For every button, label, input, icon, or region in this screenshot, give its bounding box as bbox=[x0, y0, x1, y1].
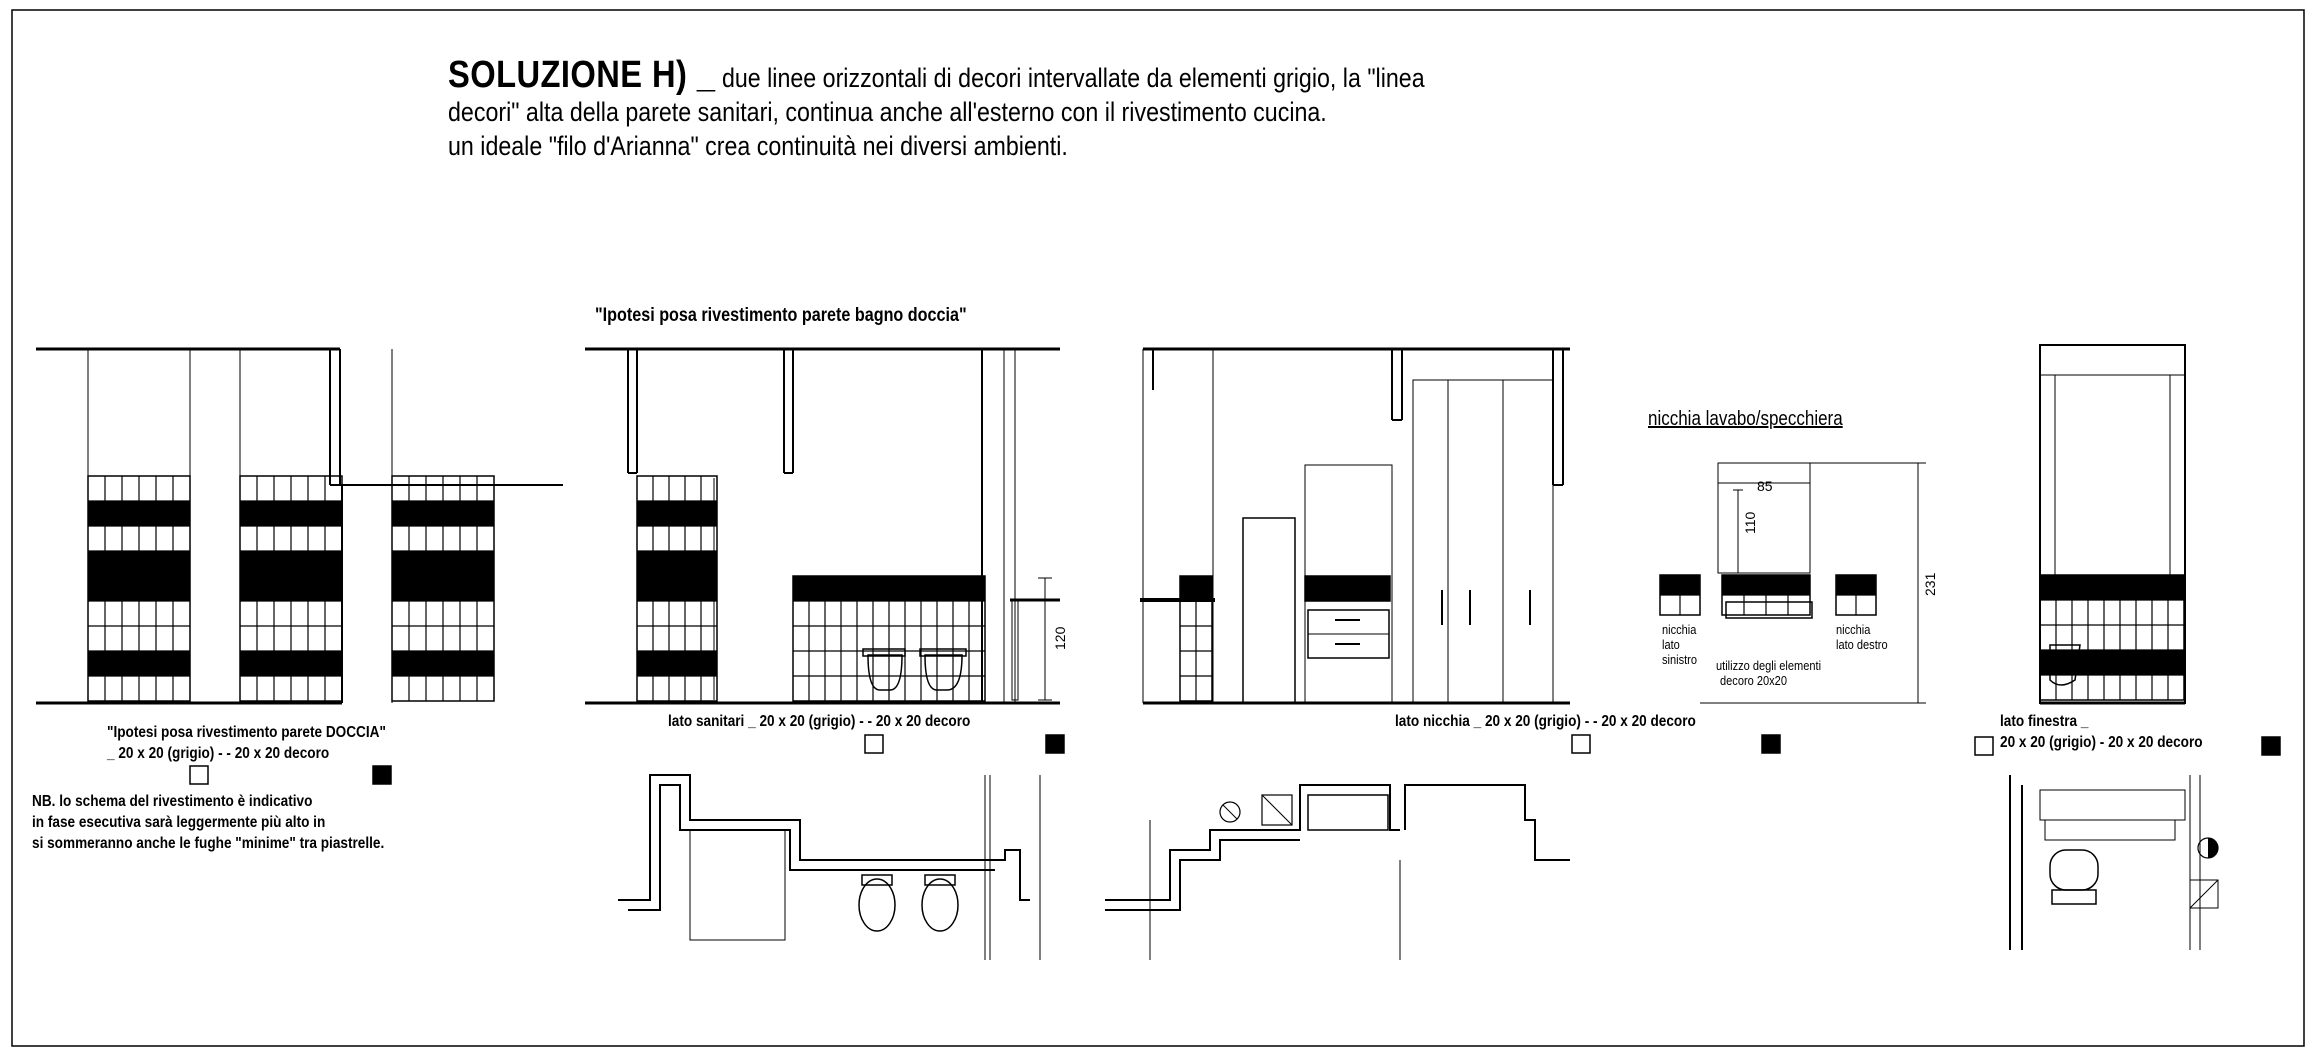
detail-center-niche bbox=[1722, 575, 1810, 615]
note-line-1: NB. lo schema del rivestimento è indicativo bbox=[32, 793, 313, 810]
finestra-elevation bbox=[2040, 345, 2185, 703]
title-block bbox=[448, 54, 1748, 163]
legend-grey-finestra bbox=[1975, 737, 1993, 755]
nicchia-detail-title: nicchia lavabo/specchiera bbox=[1648, 408, 1843, 430]
legend-grey-sanitari bbox=[865, 735, 883, 753]
decor-band bbox=[2040, 575, 2184, 600]
decor-band bbox=[637, 551, 717, 576]
nicchia-elevation bbox=[1140, 349, 1570, 703]
note-line-2: in fase esecutiva sarà leggermente più alto in bbox=[32, 814, 326, 831]
nicchia-dim-mirror: 110 bbox=[1742, 511, 1758, 534]
title-line-1 bbox=[448, 54, 1566, 96]
legend-decor-nicchia bbox=[1762, 735, 1780, 753]
doccia-caption-1: "Ipotesi posa rivestimento parete DOCCIA" bbox=[107, 724, 386, 741]
plan-finestra bbox=[2010, 775, 2218, 950]
title-line-3: un ideale "filo d'Arianna" crea continuità nei diversi ambienti. bbox=[448, 131, 1068, 161]
doccia-panel-3 bbox=[392, 476, 494, 701]
nicchia-right-label-1: nicchia bbox=[1836, 622, 1871, 637]
section-title: "Ipotesi posa rivestimento parete bagno doccia" bbox=[595, 305, 967, 326]
nicchia-usage-label-1: utilizzo degli elementi bbox=[1716, 658, 1822, 673]
legend-grey-nicchia bbox=[1572, 735, 1590, 753]
note-line-3: si sommeranno anche le fughe "minime" tra piastrelle. bbox=[32, 835, 385, 852]
sanitari-tile-panels bbox=[637, 476, 985, 701]
nicchia-left-label-3: sinistro bbox=[1662, 652, 1698, 667]
doccia-caption-2: _ 20 x 20 (grigio) - - 20 x 20 decoro bbox=[107, 745, 330, 762]
detail-left-niche bbox=[1660, 575, 1700, 615]
legend-decor-finestra bbox=[2262, 737, 2280, 755]
legend-swatches bbox=[190, 735, 2280, 784]
legend-decor-doccia bbox=[373, 766, 391, 784]
nicchia-vanity-band bbox=[1305, 576, 1390, 601]
nicchia-caption: lato nicchia _ 20 x 20 (grigio) - - 20 x 20 decoro bbox=[1395, 713, 1696, 730]
nicchia-left-label-2: lato bbox=[1662, 637, 1680, 652]
nicchia-detail-tiles bbox=[1660, 575, 1876, 615]
legend-grey-doccia bbox=[190, 766, 208, 784]
nicchia-dim-width: 85 bbox=[1757, 478, 1773, 494]
nicchia-right-label-2: lato destro bbox=[1836, 637, 1888, 652]
nicchia-tile-panels bbox=[1180, 576, 1390, 701]
doccia-panel-1 bbox=[88, 476, 190, 701]
plan-nicchia bbox=[1105, 785, 1570, 960]
sanitari-caption: lato sanitari _ 20 x 20 (grigio) - - 20 x 20 decoro bbox=[668, 713, 971, 730]
detail-right-niche bbox=[1836, 575, 1876, 615]
sanitari-wall-panel bbox=[793, 576, 985, 701]
doccia-tile-panels bbox=[88, 476, 494, 701]
title-line-2: decori" alta della parete sanitari, continua anche all'esterno con il rivestimento cucina. bbox=[448, 97, 1327, 127]
nicchia-dim-total: 231 bbox=[1922, 572, 1938, 596]
sheet-border bbox=[12, 10, 2304, 1046]
decor-band bbox=[637, 501, 717, 526]
decor-band bbox=[1305, 576, 1390, 601]
sanitari-dim-height: 120 bbox=[1052, 626, 1068, 650]
finestra-tile-panels bbox=[2040, 575, 2184, 700]
finestra-caption-1: lato finestra _ bbox=[2000, 713, 2089, 730]
title-text-1: due linee orizzontali di decori intervallate da elementi grigio, la "linea bbox=[721, 63, 1425, 93]
doccia-panel-2 bbox=[240, 476, 342, 701]
finestra-panel bbox=[2040, 575, 2184, 700]
decor-band bbox=[637, 651, 717, 676]
finestra-caption-2: 20 x 20 (grigio) - 20 x 20 decoro bbox=[2000, 734, 2203, 751]
plan-sanitari bbox=[618, 775, 1040, 960]
nicchia-left-panel bbox=[1180, 576, 1212, 701]
nicchia-left-label-1: nicchia bbox=[1662, 622, 1697, 637]
sanitari-dim-small: 140 bbox=[704, 579, 716, 598]
legend-decor-sanitari bbox=[1046, 735, 1064, 753]
solution-label: SOLUZIONE H) _ bbox=[448, 54, 716, 96]
nicchia-usage-label-2: decoro 20x20 bbox=[1720, 673, 1787, 688]
decor-band bbox=[2040, 650, 2184, 675]
